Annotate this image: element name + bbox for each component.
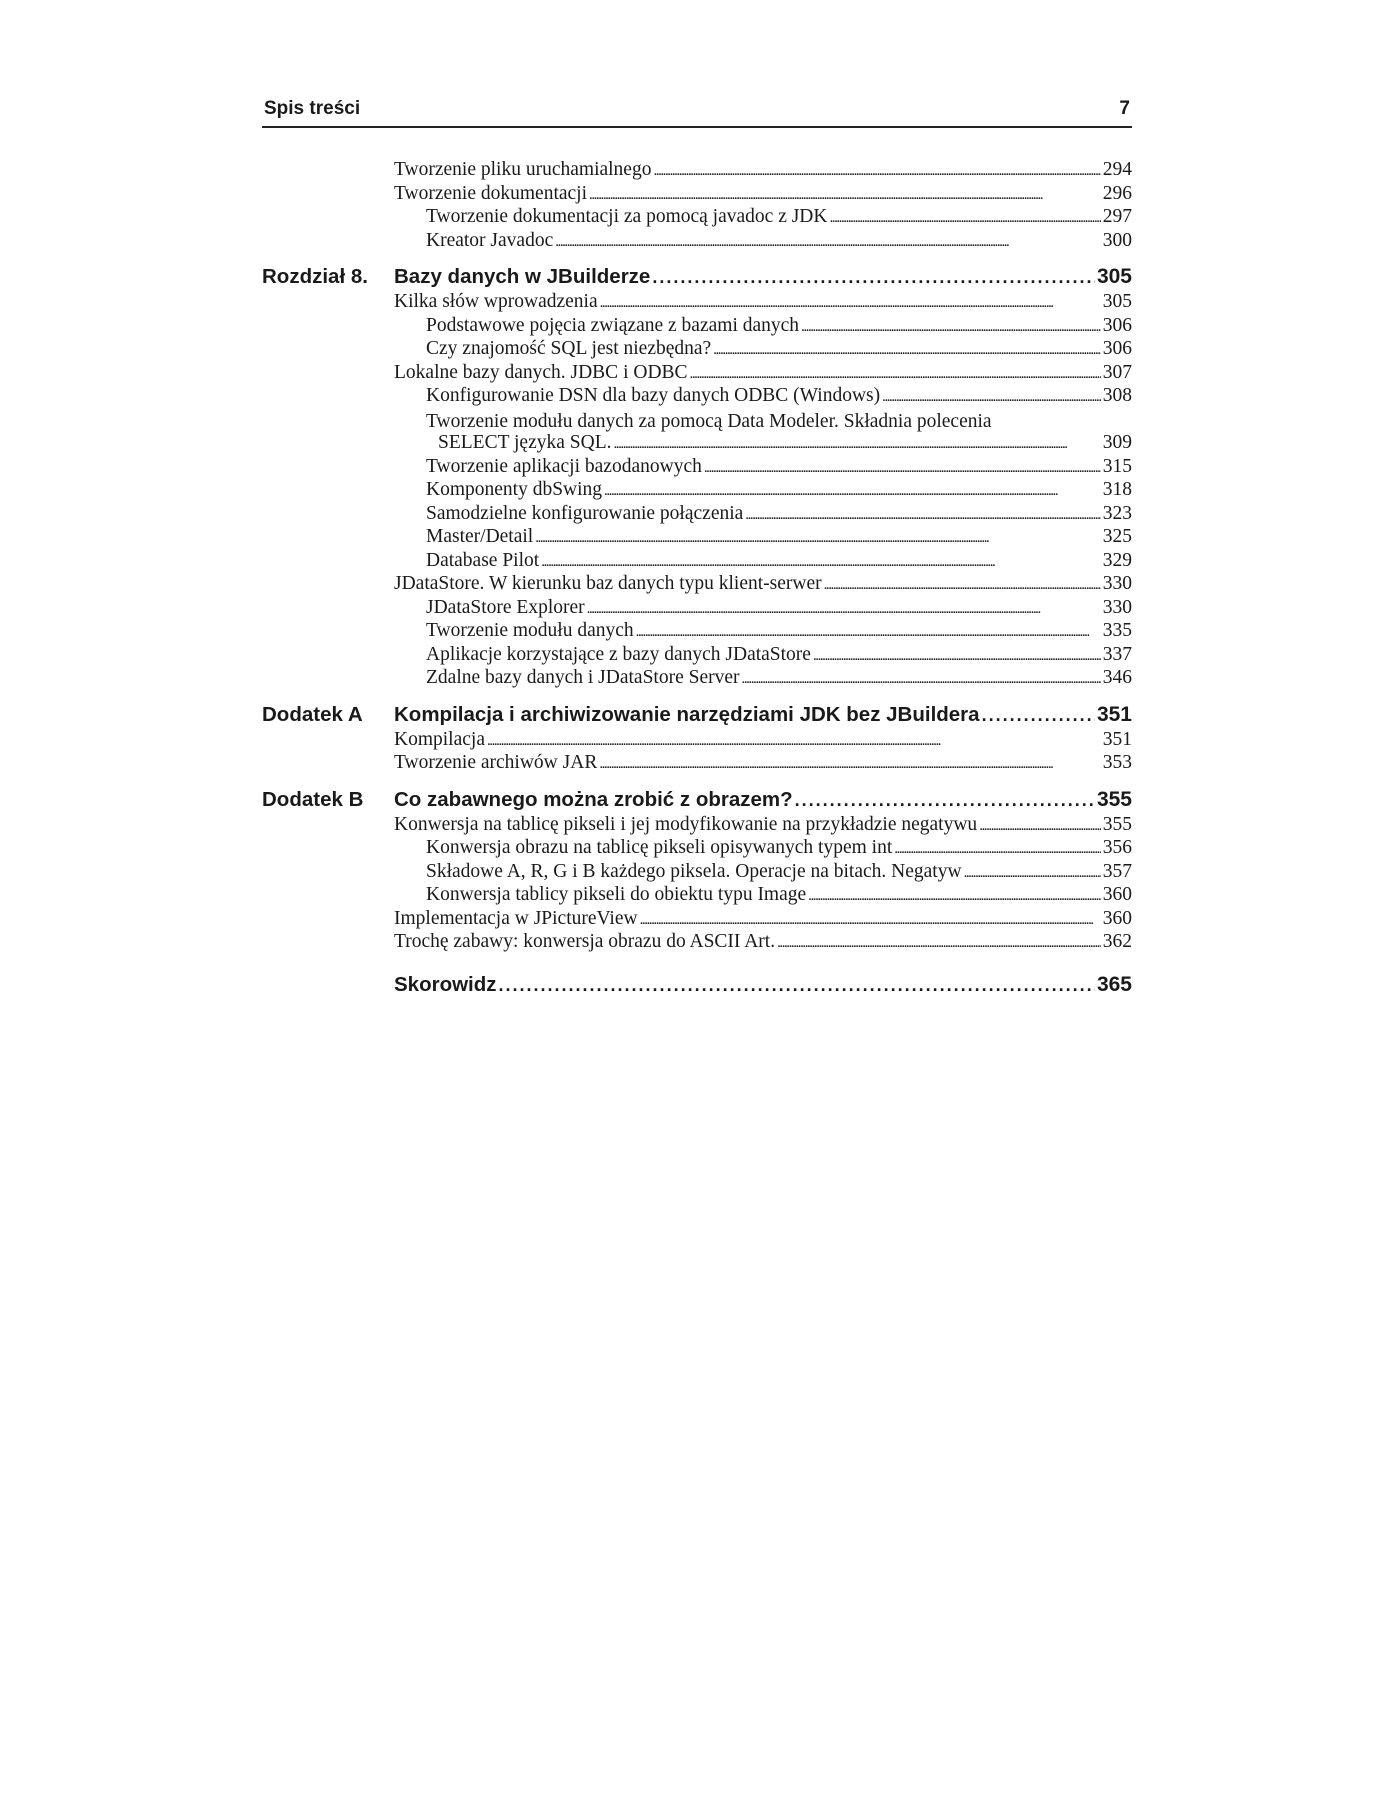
toc-entry: [262, 909, 1132, 933]
dot-leader: [589, 182, 1101, 208]
dot-leader: [604, 478, 1101, 504]
toc-page-number: 325: [1102, 526, 1132, 547]
toc-page-number: 330: [1102, 573, 1132, 594]
toc-page-number: 329: [1102, 549, 1132, 571]
toc-title: Lokalne bazy danych. JDBC i ODBC: [394, 361, 688, 383]
dot-leader: [742, 666, 1101, 692]
toc-page-number: 355: [1102, 813, 1132, 835]
toc-chapter: [262, 700, 1132, 730]
toc-label: Dodatek A: [262, 702, 363, 726]
toc-page-number: 308: [1102, 385, 1132, 406]
toc-label: Dodatek B: [262, 787, 364, 811]
toc-title: Czy znajomość SQL jest niezbędna?: [426, 338, 712, 359]
toc-page-number: 353: [1102, 752, 1132, 773]
toc-entry: [262, 598, 1132, 622]
toc-page-number: 346: [1102, 667, 1132, 688]
toc-title: Zdalne bazy danych i JDataStore Server: [426, 667, 740, 688]
toc-title: Implementacja w JPictureView: [394, 907, 638, 929]
dot-leader: [813, 643, 1101, 669]
toc-entry: [262, 160, 1132, 184]
toc-page-number: 360: [1102, 907, 1132, 929]
toc-entry: [262, 410, 1132, 434]
dot-leader: [690, 361, 1101, 387]
toc-entry: [262, 231, 1132, 255]
dot-leader: [555, 229, 1101, 255]
dot-leader: [882, 384, 1101, 410]
dot-leader: [795, 785, 1095, 815]
toc-title: Tworzenie modułu danych za pomocą Data Modeler. Składnia polecenia: [426, 410, 992, 432]
toc-title: JDataStore. W kierunku baz danych typu klient-serwer: [394, 573, 822, 594]
toc-title: Konwersja tablicy pikseli do obiektu typu Image: [426, 884, 807, 905]
toc-title: Bazy danych w JBuilderze: [394, 265, 651, 288]
toc-page-number: 305: [1102, 291, 1132, 312]
toc-entry: [262, 292, 1132, 316]
toc-entry: [262, 184, 1132, 208]
toc-title: Tworzenie modułu danych: [426, 620, 634, 641]
toc-page-number: 351: [1096, 702, 1132, 726]
toc-title: Kreator Javadoc: [426, 229, 554, 251]
toc-page-number: 296: [1102, 182, 1132, 204]
toc-entry: [262, 527, 1132, 551]
toc-chapter: [262, 785, 1132, 815]
toc-page-number: 330: [1102, 596, 1132, 618]
toc-entry-continuation: [262, 433, 1132, 457]
toc-entry: [262, 838, 1132, 862]
toc-title: Aplikacje korzystające z bazy danych JDataStore: [426, 643, 811, 665]
toc-entry: [262, 645, 1132, 669]
toc-entry: [262, 753, 1132, 777]
toc-page-number: 357: [1102, 860, 1132, 882]
toc-entry: [262, 668, 1132, 692]
toc-title: Tworzenie archiwów JAR: [394, 752, 598, 773]
dot-leader: [894, 836, 1101, 862]
toc-title: Database Pilot: [426, 549, 540, 571]
page-number: 7: [1119, 98, 1130, 119]
running-header: [262, 98, 1132, 128]
dot-leader: [614, 431, 1101, 457]
toc-entry: [262, 316, 1132, 340]
toc-title: JDataStore Explorer: [426, 596, 585, 618]
toc-entry: [262, 457, 1132, 481]
toc-title: Składowe A, R, G i B każdego piksela. Operacje na bitach. Negatyw: [426, 860, 962, 882]
dot-leader: [599, 751, 1100, 777]
toc-title: Komponenty dbSwing: [426, 479, 603, 500]
dot-leader: [640, 907, 1101, 933]
toc-page-number: 335: [1102, 620, 1132, 641]
dot-leader: [636, 619, 1101, 645]
toc-entry: [262, 363, 1132, 387]
dot-leader: [982, 700, 1095, 730]
toc-chapter: [262, 262, 1132, 292]
dot-leader: [535, 525, 1101, 551]
dot-leader: [600, 290, 1101, 316]
toc-title: Trochę zabawy: konwersja obrazu do ASCII Art.: [394, 931, 776, 952]
toc-page-number: 318: [1102, 479, 1132, 500]
toc-title: Konwersja na tablicę pikseli i jej modyfikowanie na przykładzie negatywu: [394, 813, 978, 835]
dot-leader: [653, 158, 1100, 184]
dot-leader: [964, 860, 1101, 886]
toc-title: Konfigurowanie DSN dla bazy danych ODBC (Windows): [426, 385, 881, 406]
toc-page-number: 297: [1102, 206, 1132, 227]
toc-page-number: 360: [1102, 884, 1132, 905]
dot-leader: [801, 314, 1101, 340]
toc-page-number: 362: [1102, 931, 1132, 952]
toc-title: Kompilacja: [394, 728, 485, 750]
dot-leader: [808, 883, 1101, 909]
toc-title: Co zabawnego można zrobić z obrazem?: [394, 787, 793, 811]
toc-entry: [262, 621, 1132, 645]
toc-page-number: 305: [1096, 265, 1132, 288]
toc-entry: [262, 339, 1132, 363]
toc-entry: [262, 574, 1132, 598]
toc-page-number: 356: [1102, 837, 1132, 858]
dot-leader: [487, 728, 1101, 754]
toc-entry: [262, 386, 1132, 410]
toc-entry: [262, 551, 1132, 575]
dot-leader: [499, 970, 1095, 1000]
dot-leader: [979, 813, 1101, 839]
toc-entry: [262, 815, 1132, 839]
dot-leader: [704, 455, 1101, 481]
dot-leader: [587, 596, 1101, 622]
toc-page-number: 306: [1102, 338, 1132, 359]
toc-title: Skorowidz: [394, 972, 497, 996]
dot-leader: [652, 262, 1095, 292]
toc-entry: [262, 730, 1132, 754]
dot-leader: [541, 549, 1101, 575]
toc-entry: [262, 480, 1132, 504]
dot-leader: [713, 337, 1101, 363]
toc-page-number: 309: [1102, 432, 1132, 453]
toc-title: Tworzenie dokumentacji za pomocą javadoc z JDK: [426, 206, 828, 227]
toc-title: Konwersja obrazu na tablicę pikseli opisywanych typem int: [426, 837, 893, 858]
toc-page-number: 355: [1096, 787, 1132, 811]
toc-title: Kilka słów wprowadzenia: [394, 291, 598, 312]
toc-page-number: 323: [1102, 502, 1132, 524]
toc-page-number: 300: [1102, 229, 1132, 251]
running-header-title: Spis treści: [264, 98, 361, 119]
toc-title: SELECT języka SQL.: [438, 432, 612, 453]
toc-page-number: 337: [1102, 643, 1132, 665]
toc-page-number: 307: [1102, 361, 1132, 383]
toc-entry: [262, 932, 1132, 956]
dot-leader: [829, 205, 1100, 231]
dot-leader: [745, 502, 1100, 528]
toc-title: Tworzenie pliku uruchamialnego: [394, 159, 652, 180]
toc-entry: [262, 207, 1132, 231]
toc-entry: [262, 504, 1132, 528]
table-of-contents: [262, 160, 1132, 1000]
toc-title: Podstawowe pojęcia związane z bazami danych: [426, 314, 800, 336]
toc-title: Master/Detail: [426, 526, 534, 547]
dot-leader: [824, 572, 1101, 598]
dot-leader: [777, 930, 1101, 956]
toc-entry: [262, 885, 1132, 909]
toc-page-number: 306: [1102, 314, 1132, 336]
toc-page-number: 365: [1096, 972, 1132, 996]
toc-page-number: 294: [1102, 159, 1132, 180]
toc-title: Tworzenie dokumentacji: [394, 182, 588, 204]
toc-chapter: [262, 970, 1132, 1000]
toc-page-number: 315: [1102, 455, 1132, 477]
toc-title: Kompilacja i archiwizowanie narzędziami JDK bez JBuildera: [394, 702, 980, 726]
toc-entry: [262, 862, 1132, 886]
toc-title: Tworzenie aplikacji bazodanowych: [426, 455, 702, 477]
toc-title: Samodzielne konfigurowanie połączenia: [426, 502, 744, 524]
toc-page-number: 351: [1102, 728, 1132, 750]
toc-label: Rozdział 8.: [262, 265, 368, 288]
